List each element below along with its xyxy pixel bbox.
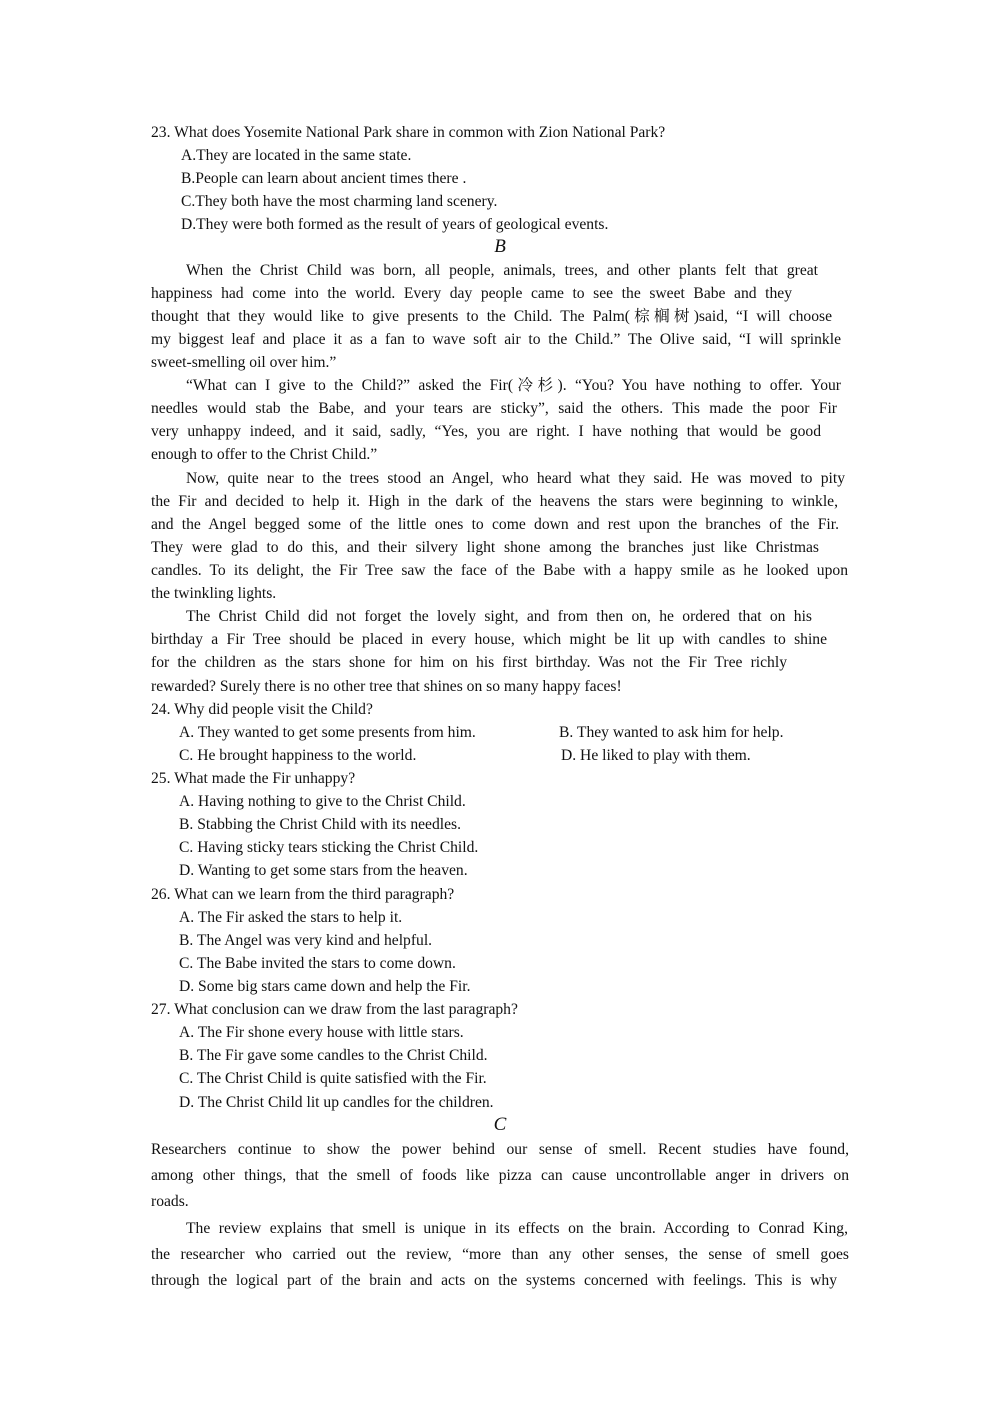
passage-c-line: the researcher who carried out the review, “more than any other senses, the sense of smell goes: [151, 1246, 849, 1263]
q27-option-a: A. The Fir shone every house with little stars.: [179, 1024, 464, 1041]
passage-c-line: The review explains that smell is unique in its effects on the brain. According to Conrad King,: [186, 1220, 848, 1237]
passage-b-line: my biggest leaf and place it as a fan to wave soft air to the Child.” The Olive said, “I will sprinkle: [151, 331, 841, 348]
q26-option-c: C. The Babe invited the stars to come down.: [179, 955, 456, 972]
passage-b-line: Now, quite near to the trees stood an Angel, who heard what they said. He was moved to pity: [186, 470, 845, 487]
passage-b-line: birthday a Fir Tree should be placed in every house, which might be lit up with candles to shine: [151, 631, 827, 648]
passage-b-line: and the Angel begged some of the little ones to come down and rest upon the branches of the Fir.: [151, 516, 839, 533]
passage-b-line: sweet-smelling oil over him.”: [151, 354, 337, 371]
passage-b-line: for the children as the stars shone for him on his first birthday. Was not the Fir Tree richly: [151, 654, 787, 671]
passage-b-line: thought that they would like to give presents to the Child. The Palm(棕榈树)said, “I will choose: [151, 308, 832, 325]
section-b-heading: B: [494, 236, 506, 257]
question-27: 27. What conclusion can we draw from the last paragraph?: [151, 1001, 518, 1018]
q25-option-a: A. Having nothing to give to the Christ Child.: [179, 793, 466, 810]
q27-option-c: C. The Christ Child is quite satisfied with the Fir.: [179, 1070, 487, 1087]
q27-option-d: D. The Christ Child lit up candles for the children.: [179, 1094, 494, 1111]
passage-b-line: needles would stab the Babe, and your tears are sticky”, said the others. This made the poor Fir: [151, 400, 837, 417]
q23-option-d: D.They were both formed as the result of years of geological events.: [181, 216, 609, 233]
passage-c-line: through the logical part of the brain and acts on the systems concerned with feelings. This is why: [151, 1272, 837, 1289]
q24-option-c: C. He brought happiness to the world.: [179, 747, 417, 764]
q24-option-b: B. They wanted to ask him for help.: [559, 724, 784, 741]
passage-b-line: candles. To its delight, the Fir Tree saw the face of the Babe with a happy smile as he looked upon: [151, 562, 848, 579]
q26-option-d: D. Some big stars came down and help the Fir.: [179, 978, 471, 995]
q26-option-a: A. The Fir asked the stars to help it.: [179, 909, 403, 926]
q26-option-b: B. The Angel was very kind and helpful.: [179, 932, 433, 949]
passage-c-line: roads.: [151, 1193, 189, 1210]
question-24: 24. Why did people visit the Child?: [151, 701, 373, 718]
q24-option-d: D. He liked to play with them.: [561, 747, 751, 764]
passage-c-line: among other things, that the smell of foods like pizza can cause uncontrollable anger in drivers on: [151, 1167, 849, 1184]
question-26: 26. What can we learn from the third paragraph?: [151, 886, 455, 903]
passage-b-line: happiness had come into the world. Every day people came to see the sweet Babe and they: [151, 285, 792, 302]
q23-option-b: B.People can learn about ancient times there .: [181, 170, 467, 187]
q25-option-b: B. Stabbing the Christ Child with its needles.: [179, 816, 461, 833]
passage-b-line: When the Christ Child was born, all people, animals, trees, and other plants felt that great: [186, 262, 818, 279]
question-23: 23. What does Yosemite National Park share in common with Zion National Park?: [151, 124, 666, 141]
q25-option-d: D. Wanting to get some stars from the heaven.: [179, 862, 468, 879]
q24-option-a: A. They wanted to get some presents from him.: [179, 724, 476, 741]
passage-b-line: very unhappy indeed, and it said, sadly, “Yes, you are right. I have nothing that would be good: [151, 423, 821, 440]
q25-option-c: C. Having sticky tears sticking the Christ Child.: [179, 839, 479, 856]
passage-b-line: enough to offer to the Christ Child.”: [151, 446, 378, 463]
q27-option-b: B. The Fir gave some candles to the Christ Child.: [179, 1047, 488, 1064]
section-c-heading: C: [493, 1114, 507, 1135]
passage-b-line: The Christ Child did not forget the lovely sight, and from then on, he ordered that on his: [186, 608, 812, 625]
passage-b-line: They were glad to do this, and their silvery light shone among the branches just like Christmas: [151, 539, 819, 556]
passage-b-line: “What can I give to the Child?” asked the Fir(冷杉). “You? You have nothing to offer. Your: [186, 377, 841, 394]
question-25: 25. What made the Fir unhappy?: [151, 770, 356, 787]
passage-b-line: rewarded? Surely there is no other tree that shines on so many happy faces!: [151, 678, 622, 695]
passage-b-line: the twinkling lights.: [151, 585, 277, 602]
q23-option-c: C.They both have the most charming land scenery.: [181, 193, 498, 210]
q23-option-a: A.They are located in the same state.: [181, 147, 412, 164]
passage-c-line: Researchers continue to show the power behind our sense of smell. Recent studies have found,: [151, 1141, 849, 1158]
passage-b-line: the Fir and decided to help it. High in the dark of the heavens the stars were beginning to winkle,: [151, 493, 838, 510]
